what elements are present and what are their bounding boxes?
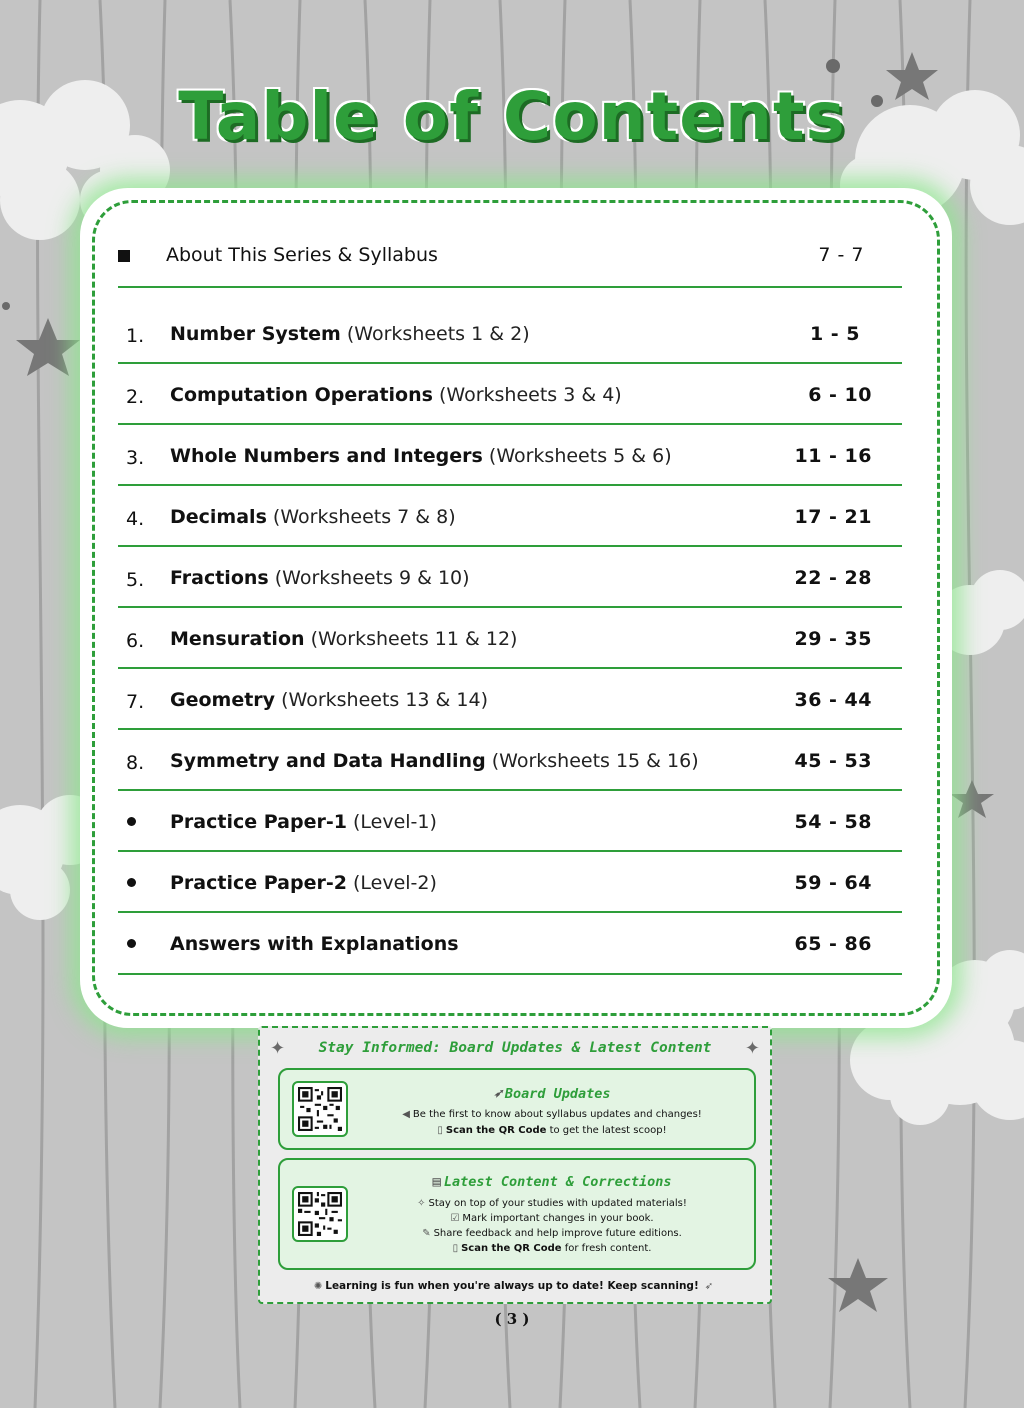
chapter-pages: 36 - 44 — [794, 689, 872, 711]
updates-footer: Learning is fun when you're always up to date! Keep scanning! — [325, 1280, 699, 1292]
toc-row-answers[interactable] — [118, 913, 902, 975]
toc-row-chapter-6[interactable] — [118, 608, 902, 669]
chapter-worksheets: (Worksheets 11 & 12) — [310, 628, 518, 650]
chapter-worksheets: (Worksheets 3 & 4) — [438, 384, 622, 406]
page-number: ( 3 ) — [494, 1310, 530, 1328]
megaphone-icon: ◀ — [402, 1109, 410, 1120]
chapter-name: Mensuration — [170, 628, 305, 650]
chapter-pages: 22 - 28 — [794, 567, 872, 589]
latest-content-box — [278, 1158, 756, 1270]
chapter-pages: 11 - 16 — [794, 445, 872, 467]
extra-name: Practice Paper-2 — [170, 872, 347, 894]
chapter-name: Decimals — [170, 506, 267, 528]
rocket-icon: ➶ — [493, 1086, 502, 1102]
toc-row-chapter-4[interactable] — [118, 486, 902, 547]
sparkles-icon: ✧ — [417, 1198, 426, 1209]
extra-pages: 59 - 64 — [794, 872, 872, 894]
toc-row-practice-paper-2[interactable] — [118, 852, 902, 913]
chapter-number: 2. — [126, 386, 145, 408]
extra-name: Practice Paper-1 — [170, 811, 347, 833]
chapter-name: Geometry — [170, 689, 276, 711]
chapter-pages: 6 - 10 — [808, 384, 872, 406]
intro-pages: 7 - 7 — [818, 244, 864, 266]
chapter-worksheets: (Worksheets 15 & 16) — [491, 750, 699, 772]
toc-row-chapter-7[interactable] — [118, 669, 902, 730]
latest-line-4-bold: Scan the QR Code — [461, 1243, 562, 1254]
chapter-worksheets: (Worksheets 9 & 10) — [274, 567, 470, 589]
chapter-name: Fractions — [170, 567, 269, 589]
chapter-number: 5. — [126, 569, 145, 591]
toc-row-intro[interactable] — [118, 230, 902, 288]
qr-code-latest-content[interactable] — [292, 1186, 348, 1242]
latest-line-3: Share feedback and help improve future editions. — [433, 1228, 682, 1239]
latest-content-heading: Latest Content & Corrections — [443, 1174, 672, 1190]
chapter-number: 8. — [126, 752, 145, 774]
board-line-1: Be the first to know about syllabus updates and changes! — [412, 1109, 702, 1120]
page-title: Table of Contents — [178, 78, 846, 155]
chapter-worksheets: (Worksheets 13 & 14) — [281, 689, 489, 711]
chapter-worksheets: (Worksheets 5 & 6) — [488, 445, 672, 467]
bullet-icon — [127, 939, 136, 948]
chapter-name: Whole Numbers and Integers — [170, 445, 483, 467]
toc-row-chapter-3[interactable] — [118, 425, 902, 486]
board-line-2: to get the latest scoop! — [546, 1125, 667, 1136]
qr-code-icon — [298, 1087, 342, 1131]
extra-level: (Level-1) — [352, 811, 437, 833]
chapter-pages: 17 - 21 — [794, 506, 872, 528]
toc-row-chapter-2[interactable] — [118, 364, 902, 425]
updates-panel — [258, 1026, 772, 1304]
qr-code-board-updates[interactable] — [292, 1081, 348, 1137]
party-popper-icon: ✦ — [744, 1038, 760, 1059]
toc-entry-label — [166, 244, 438, 266]
chapter-pages: 1 - 5 — [809, 323, 860, 345]
toc-row-practice-paper-1[interactable] — [118, 791, 902, 852]
latest-line-1: Stay on top of your studies with updated materials! — [428, 1198, 687, 1209]
latest-line-4: for fresh content. — [561, 1243, 652, 1254]
phone-icon: ▯ — [452, 1243, 459, 1254]
toc-row-chapter-5[interactable] — [118, 547, 902, 608]
extra-name: Answers with Explanations — [170, 933, 459, 955]
party-popper-icon: ✦ — [270, 1038, 286, 1059]
toc-row-chapter-1[interactable] — [118, 306, 902, 364]
chapter-number: 4. — [126, 508, 145, 530]
chapter-worksheets: (Worksheets 1 & 2) — [346, 323, 530, 345]
memo-icon: ✎ — [422, 1228, 431, 1239]
updates-panel-title: Stay Informed: Board Updates & Latest Content — [318, 1040, 712, 1056]
qr-code-icon — [298, 1192, 342, 1236]
board-updates-heading: Board Updates — [504, 1086, 611, 1102]
chapter-name: Computation Operations — [170, 384, 433, 406]
board-updates-box — [278, 1068, 756, 1150]
chapter-worksheets: (Worksheets 7 & 8) — [272, 506, 456, 528]
phone-icon: ▯ — [437, 1125, 443, 1136]
bullet-icon — [127, 878, 136, 887]
rocket-icon: ➶ — [704, 1281, 714, 1292]
latest-line-2: Mark important changes in your book. — [462, 1213, 654, 1224]
chapter-pages: 45 - 53 — [794, 750, 872, 772]
intro-label: About This Series & Syllabus — [166, 244, 438, 266]
chapter-pages: 29 - 35 — [794, 628, 872, 650]
checkbox-icon: ☑ — [450, 1213, 460, 1224]
chapter-number: 6. — [126, 630, 145, 652]
lightbulb-icon: ✺ — [313, 1281, 323, 1292]
extra-level: (Level-2) — [352, 872, 437, 894]
chapter-number: 7. — [126, 691, 145, 713]
extra-pages: 54 - 58 — [794, 811, 872, 833]
chapter-number: 3. — [126, 447, 145, 469]
chapter-name: Symmetry and Data Handling — [170, 750, 486, 772]
square-bullet-icon — [118, 250, 130, 262]
board-line-2-bold: Scan the QR Code — [445, 1125, 547, 1136]
chapter-name: Number System — [170, 323, 341, 345]
books-icon: ▤ — [432, 1174, 441, 1190]
toc-row-chapter-8[interactable] — [118, 730, 902, 791]
extra-pages: 65 - 86 — [794, 933, 872, 955]
bullet-icon — [127, 817, 136, 826]
chapter-number: 1. — [126, 325, 145, 347]
